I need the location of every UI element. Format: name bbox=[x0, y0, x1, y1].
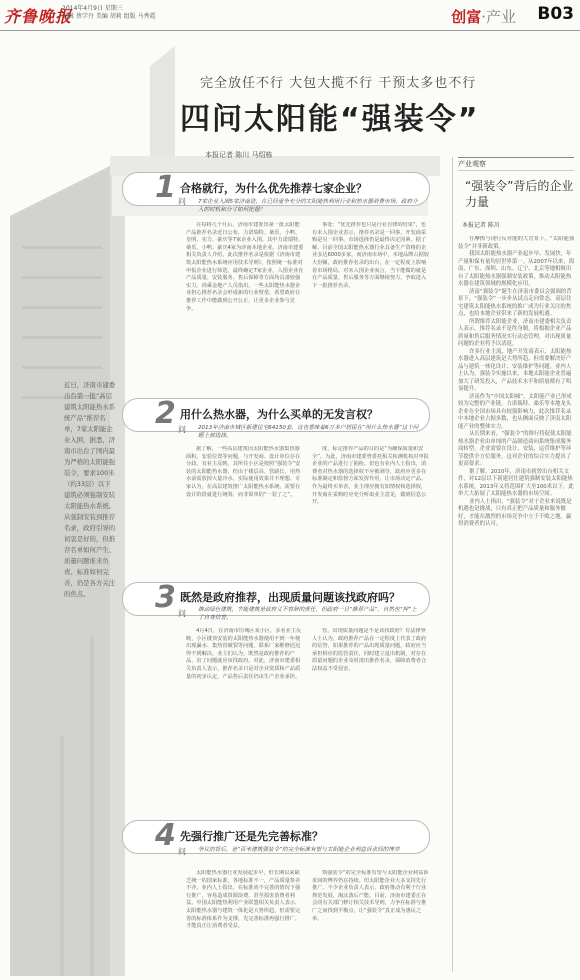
sidebar-label: 产业观察 bbox=[458, 157, 574, 171]
sidebar-paragraph: 在摩擦与现行反对能的大背景下，“太阳能强装令”并非新政策。 bbox=[458, 236, 575, 250]
section-main: 创富 bbox=[451, 8, 482, 26]
question-sub-4: 争议的背后，是“百米建筑强装令”的完全标准有望与太阳能企业利益诉求间的博弈 bbox=[198, 847, 400, 853]
question-title-2: 用什么热水器，为什么买单的无发言权？ bbox=[180, 408, 378, 421]
article-text-q1-left: 在每将几个月后，济南市建委出第一批太阳能产品推荐名录近日公布，力诺瑞特、桑乐、小鸭、皇明、实力、豪庆等7家企业入围。其中力诺瑞特、桑乐、小鸭、豪庆4家为济南本地企业。济南市建委相关负责人介绍，此次推荐名录是依据《济南市建筑太阳能热水系统应用技术导则》，按照统一标准对申报企业进行筛选，最终确定7家企业，入围企业在产品质量、安装服务、售后保障等方面均具备较强实力。尚乘金地产人员指出，一些太阳能热水器企业担心推荐名录会形成新的行业壁垒，希望政府在推荐工作中能做到公开公正，让更多企业参与竞争。 bbox=[186, 222, 304, 312]
sidebar-title: “强装令”背后的企业力量 bbox=[465, 179, 574, 209]
sidebar-paragraph: 业内人士指出，“强装令”对于企业来说既是机遇也是挑战，只有真正把产品质量和服务做好，才能在激烈的市场竞争中立于不败之地，赢得消费者的认可。 bbox=[458, 498, 572, 527]
byline: 本报记者 陈川 马绍栋 bbox=[205, 151, 273, 159]
question-title-3: 既然是政府推荐，出现质量问题该找政府吗？ bbox=[180, 591, 400, 604]
question-sub-1: 7家企业入围5家济南造，在已经更争充分的太阳能热利用行业和热水器消费市场，政府介入的时机和分寸如何把握？ bbox=[198, 199, 418, 213]
question-sub-3: 推动绿色建筑，节能建筑是政府义不容辞的责任，但政府一旦“推荐产品”，自然也“押”上了自身信誉。 bbox=[198, 607, 417, 621]
article-text-q1-right: 事处：“优先推荐也只是行业自律的结果”，也有未入围企业表示，推荐名录是一回事，开发商采购是另一回事，市场选择仍是最终决定因素。据了解，目前全国太阳能热水器行业具备生产资格的企业多达6000多家，而济南市场中，本地品牌占据较大份额，政府推荐名录的出台，在一定程度上影响着市场格局。对未入围企业而言，当下能做的就是在产品质量、售后服务等方面继续努力，争取进入下一批推荐名录。 bbox=[312, 222, 429, 289]
question-title-4: 先强行推广还是先完善标准？ bbox=[180, 830, 323, 843]
question-wen-1: 问 bbox=[178, 197, 186, 206]
question-number-4: 4 bbox=[155, 818, 176, 853]
article-text-q3-left: 4月4日，在济南市历城区某小区，多名业主反映，小区楼顶安装的太阳能热水器使用不到一年便出现漏水、集热管破裂等问题，联系厂家维修迟迟得不到解决。业主们认为，既然是政府推荐的产品，出了问题就应该找政府。对此，济南市建委相关负责人表示，推荐名录只是对企业资质和产品质量的初步认定，产品售后责任仍由生产企业承担。 bbox=[186, 628, 302, 680]
newspaper-logo: 齐鲁晚报 bbox=[4, 7, 73, 26]
section-sub: ·产业 bbox=[481, 8, 516, 26]
sidebar-paragraph: 从长期来看，“强装令”的推行将促使太阳能热水器企业由单纯的产品制造商向系统集成服务商转型，企业需要在设计、安装、运营维护等环节提供全方位服务，这对企业的综合实力提出了更高要求。 bbox=[458, 431, 572, 467]
issue-date: 2014年4月9日 星期三 bbox=[62, 5, 123, 12]
sidebar-paragraph: 济南作为“中国太阳城”，太阳能产业已形成较为完整的产业链。力诺瑞特、桑乐等本地龙头企业在全国市场具有较强影响力，此次推荐名录中本地企业占据多数，也从侧面反映了济南太阳能产业的整体实力。 bbox=[458, 393, 572, 430]
article-text-q2-left: 据了解，一些高层建筑因太阳能热水器集热器面积、安装位置等问题，与开发商、设计单位存在分歧。有业主反映，其所住小区是按照“强装令”安装的太阳能热水器，但由于楼层高、管路长，用热水前需放掉大量冷水，实际使用效果并不理想。专家认为，在高层建筑推广太阳能热水系统，需要在设计阶段就进行统筹，而非简单的“一装了之”。 bbox=[186, 446, 301, 498]
sidebar-author: 本报记者 陈川 bbox=[462, 222, 500, 229]
sidebar-divider bbox=[452, 157, 453, 972]
masthead bbox=[0, 0, 580, 31]
sidebar-paragraph: 许多行业主流、地产开发商表示，太阳能热水器进入高层建筑是大势所趋，但需要解决好产品与建筑一体化设计、安装维护等问题。业内人士认为，强装令实施以来，本地太阳能企业普遍加大了研发投入，产品技术水平和质量都有了明显提升。 bbox=[458, 348, 572, 392]
issue-editors: 编辑 蔡学丹 美编 胡莉 组版 马秀霞 bbox=[62, 13, 156, 20]
article-text-q4-left: 太阳能热水器行业发展起步早，但长期以来缺乏统一的国家标准，各地标准不一，产品质量参差不齐。业内人士指出，在标准尚不完善的情况下强行推广，容易造成资源浪费，甚至损害消费者利益。中国太阳能热利用产业联盟相关负责人表示，太阳能热水器与建筑一体化是大势所趋，但需要完善的标准体系作为支撑，先完善标准再强行推广，才能真正让消费者受益。 bbox=[186, 870, 301, 930]
question-wen-2: 问 bbox=[178, 425, 186, 434]
article-text-q3-right: 管，出现质量问题是不是该找政府？有法律界人士认为，政府推荐产品在一定程度上代表了政府的信誉，如果推荐的产品出现质量问题，政府应当承担相应的监管责任，同时建立退出机制，对存在质量问题的企业及时清出推荐名录，保障消费者合法权益不受侵害。 bbox=[312, 628, 427, 672]
sidebar-paragraph: 济南“强装令”诞生在济南市委员会强调的背景下，“强装令”一步步从试点走向常态，高层住宅建筑太阳能热水系统的推广成为行业关注的焦点，也给本地企业带来了新的发展机遇。 bbox=[458, 288, 572, 317]
sidebar-paragraph: 据了解，2010年，济南市就曾出台相关文件，对12层以下新建居住建筑强制安装太阳能热水系统，2013年又将范围扩大至100米以下，此举大大拓展了太阳能热水器的市场空间。 bbox=[458, 468, 574, 497]
page-number: B03 bbox=[537, 4, 574, 24]
question-sub-2: 2013年济南市城区新建住宅64150套，这也意味着6万多户居民在“用什么热水器”这个问题上被选择。 bbox=[198, 425, 419, 439]
article-text-q4-right: 筑强装令”的完全标准有望与太阳能企业利益诉求间的博弈仍在持续。但太阳能企业大多支持先行推广。不少企业负责人表示，政府推动有利于行业规范发展，淘汰落后产能。目前，济南市建委正在会同有关部门修订相关技术导则，力争在标准与推广之间找到平衡点，让“强装令”真正成为惠民之举。 bbox=[312, 870, 429, 922]
issue-info bbox=[62, 5, 156, 21]
sidebar-paragraph: 我国太阳能热水器产业起步早、发展快，年产量和保有量均居世界第一。从2007年以来，海南、广东、深圳、山东、辽宁、北京等地相继出台了太阳能热水器强制安装政策，推动太阳能热水器在建筑领域的规模化应用。 bbox=[458, 251, 575, 287]
question-number-3: 3 bbox=[155, 580, 176, 615]
article-text-q2-right: 度，标定推荐产品的目的是“为确保质量和安全”。为此，济南市建委曾委托相关检测机构对申报企业的产品进行了抽检。但也有业内人士指出，消费者对热水器的选择权不应被剥夺，政府应更多在标准制定和监督方面发挥作用，让市场决定产品。作为最终买单者，业主理应拥有知情权和选择权，开发商在采购时应充分听取业主意见，做到信息公开。 bbox=[312, 446, 429, 506]
question-number-2: 2 bbox=[155, 396, 176, 431]
question-wen-3: 问 bbox=[178, 609, 186, 618]
question-title-1: 合格就行，为什么优先推荐七家企业？ bbox=[180, 182, 367, 195]
headline-main: 四问太阳能“强装令” bbox=[180, 102, 480, 137]
sidebar-text bbox=[458, 236, 576, 974]
intro-note: 近日，济南市建委出台第一批“高层建筑太阳能热水系统产品”推荐名单，7家太阳能企业入围，据悉，济南市出台了国内最为严格的太阳能强装令，要求100米（约33层）以下建筑必须强制安装太阳能热水系统。从强制安装到推荐名录，政府引导的初衷是好的，但推荐名单如何产生、质量问题谁来负责、标准如何完善，仍是各方关注的焦点。 bbox=[64, 381, 116, 598]
question-wen-4: 问 bbox=[178, 847, 186, 856]
headline-kicker: 完全放任不行 大包大揽不行 干预太多也不行 bbox=[200, 76, 477, 91]
sidebar-paragraph: 所谓推荐太阳能企业，济南市建委相关负责人表示，推荐名录不是终身制，将根据企业产品质量和售后服务情况实行动态管理，对出现质量问题的企业将予以清退。 bbox=[458, 318, 572, 347]
section-name bbox=[451, 6, 516, 27]
question-number-1: 1 bbox=[155, 170, 176, 205]
